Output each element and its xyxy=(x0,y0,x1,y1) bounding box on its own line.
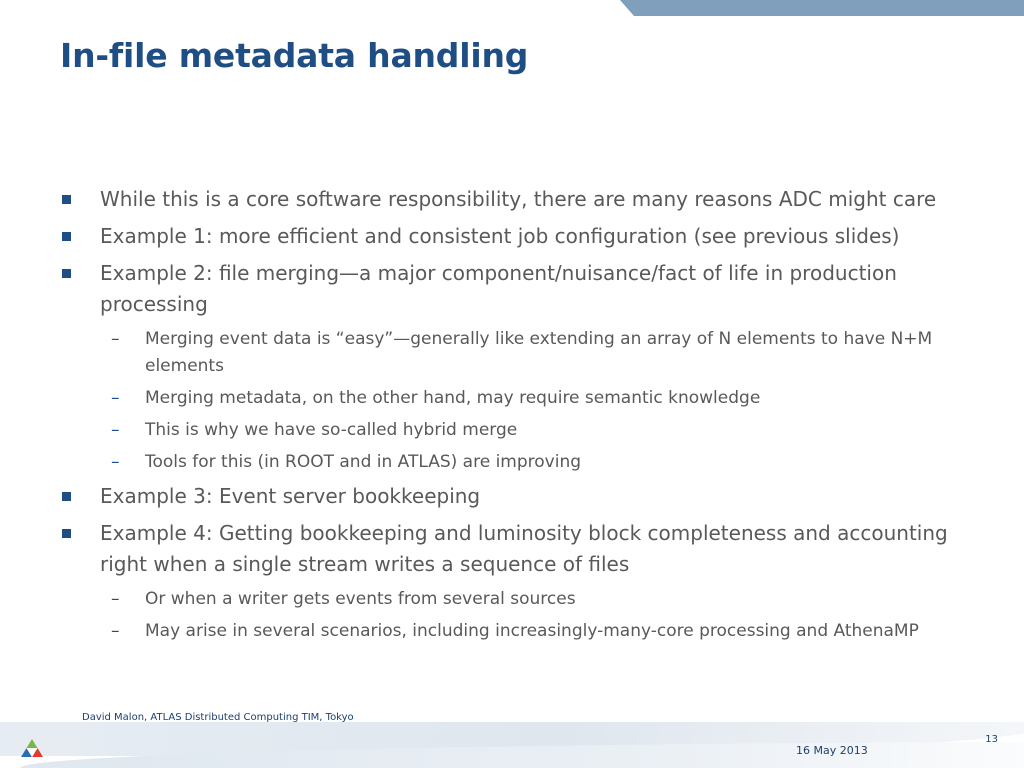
bullet-item xyxy=(62,221,962,252)
bullet-text: Example 1: more efficient and consistent job configuration (see previous slides) xyxy=(100,224,900,248)
slide-title: In-file metadata handling xyxy=(60,36,529,75)
argonne-logo-icon xyxy=(20,738,44,758)
sub-bullet-text: Merging metadata, on the other hand, may require semantic knowledge xyxy=(145,388,761,408)
sub-bullet-text: Merging event data is “easy”—generally like extending an array of N elements to have N+M elements xyxy=(145,329,933,376)
bullet-item xyxy=(62,481,962,512)
sub-bullet-item xyxy=(62,417,962,444)
page-number: 13 xyxy=(985,734,998,745)
dash-bullet-icon: – xyxy=(111,329,120,349)
sub-bullet-item xyxy=(62,326,962,380)
dash-bullet-icon: – xyxy=(111,420,120,440)
sub-bullet-item xyxy=(62,385,962,412)
dash-bullet-icon: – xyxy=(111,388,120,408)
dash-bullet-icon: – xyxy=(111,589,120,609)
sub-bullet-item xyxy=(62,449,962,476)
dash-bullet-icon: – xyxy=(111,621,120,641)
bullet-text: Example 4: Getting bookkeeping and luminosity block completeness and accounting right when a single stream writes a sequence of files xyxy=(100,521,948,576)
sub-bullet-text: May arise in several scenarios, including increasingly-many-core processing and AthenaMP xyxy=(145,621,919,641)
footer-date: 16 May 2013 xyxy=(796,744,868,757)
square-bullet-icon xyxy=(62,492,71,501)
square-bullet-icon xyxy=(62,529,71,538)
bullet-item xyxy=(62,518,962,580)
square-bullet-icon xyxy=(62,195,71,204)
sub-bullet-item xyxy=(62,618,962,645)
sub-bullet-text: Tools for this (in ROOT and in ATLAS) are improving xyxy=(145,452,582,472)
sub-bullet-text: Or when a writer gets events from several sources xyxy=(145,589,576,609)
sub-bullet-text: This is why we have so-called hybrid merge xyxy=(145,420,518,440)
dash-bullet-icon: – xyxy=(111,452,120,472)
bullet-text: While this is a core software responsibility, there are many reasons ADC might care xyxy=(100,187,937,211)
square-bullet-icon xyxy=(62,232,71,241)
sub-bullet-item xyxy=(62,586,962,613)
bullet-item xyxy=(62,184,962,215)
footer-author: David Malon, ATLAS Distributed Computing TIM, Tokyo xyxy=(82,712,354,723)
top-accent-band xyxy=(620,0,1024,16)
slide-content xyxy=(62,184,962,650)
bullet-text: Example 3: Event server bookkeeping xyxy=(100,484,481,508)
bullet-item xyxy=(62,258,962,320)
bullet-text: Example 2: file merging—a major component/nuisance/fact of life in production processing xyxy=(100,261,897,316)
square-bullet-icon xyxy=(62,269,71,278)
